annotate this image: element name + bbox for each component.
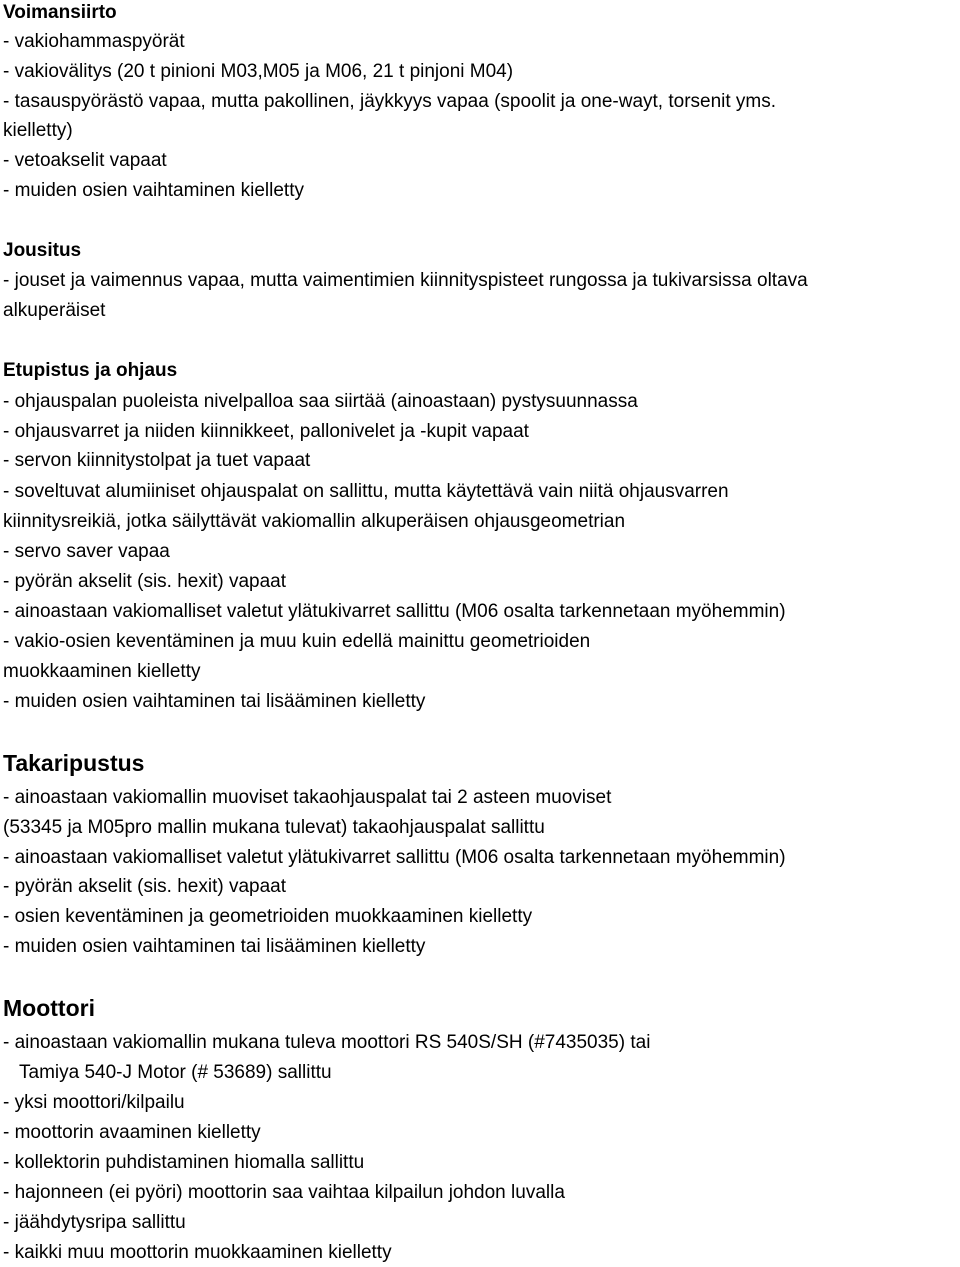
list-item: - yksi moottori/kilpailu	[3, 1092, 185, 1113]
list-item: - vakiohammaspyörät	[3, 31, 185, 52]
list-item-continuation: (53345 ja M05pro mallin mukana tulevat) takaohjauspalat sallittu	[3, 817, 545, 838]
list-item: - muiden osien vaihtaminen kielletty	[3, 180, 304, 201]
list-item: - muiden osien vaihtaminen tai lisääminen kielletty	[3, 936, 426, 957]
list-item: - ohjauspalan puoleista nivelpalloa saa siirtää (ainoastaan) pystysuunnassa	[3, 391, 638, 412]
list-item: - hajonneen (ei pyöri) moottorin saa vaihtaa kilpailun johdon luvalla	[3, 1182, 565, 1203]
list-item-continuation: alkuperäiset	[3, 300, 106, 321]
section-heading-moottori: Moottori	[3, 995, 95, 1021]
list-item: - ainoastaan vakiomallin muoviset takaohjauspalat tai 2 asteen muoviset	[3, 787, 612, 808]
list-item-continuation: kiinnitysreikiä, jotka säilyttävät vakiomallin alkuperäisen ohjausgeometrian	[3, 511, 626, 532]
list-item: - kollektorin puhdistaminen hiomalla sallittu	[3, 1152, 365, 1173]
list-item: - servo saver vapaa	[3, 541, 170, 562]
list-item: - servon kiinnitystolpat ja tuet vapaat	[3, 450, 311, 471]
list-item: - vakiovälitys (20 t pinioni M03,M05 ja M06, 21 t pinjoni M04)	[3, 61, 514, 82]
list-item: - ainoastaan vakiomallin mukana tuleva moottori RS 540S/SH (#7435035) tai	[3, 1032, 651, 1053]
section-heading-etupistus: Etupistus ja ohjaus	[3, 360, 178, 381]
section-heading-voimansiirto: Voimansiirto	[3, 2, 117, 23]
list-item: - pyörän akselit (sis. hexit) vapaat	[3, 571, 287, 592]
list-item: - ainoastaan vakiomalliset valetut ylätukivarret sallittu (M06 osalta tarkennetaan myöhemmin)	[3, 601, 786, 622]
list-item: - muiden osien vaihtaminen tai lisääminen kielletty	[3, 691, 426, 712]
list-item: - tasauspyörästö vapaa, mutta pakollinen, jäykkyys vapaa (spoolit ja one-wayt, torsenit yms.	[3, 91, 777, 112]
list-item-continuation: kielletty)	[3, 120, 73, 141]
list-item: - ainoastaan vakiomalliset valetut ylätukivarret sallittu (M06 osalta tarkennetaan myöhemmin)	[3, 847, 786, 868]
section-heading-takaripustus: Takaripustus	[3, 750, 145, 776]
list-item: - soveltuvat alumiiniset ohjauspalat on sallittu, mutta käytettävä vain niitä ohjausvarren	[3, 481, 729, 502]
list-item-continuation: muokkaaminen kielletty	[3, 661, 201, 682]
list-item: - jäähdytysripa sallittu	[3, 1212, 186, 1233]
list-item: - vetoakselit vapaat	[3, 150, 167, 171]
list-item: - moottorin avaaminen kielletty	[3, 1122, 261, 1143]
list-item: - kaikki muu moottorin muokkaaminen kielletty	[3, 1242, 392, 1263]
list-item: - pyörän akselit (sis. hexit) vapaat	[3, 876, 287, 897]
list-item: - vakio-osien keventäminen ja muu kuin edellä mainittu geometrioiden	[3, 631, 591, 652]
list-item: - jouset ja vaimennus vapaa, mutta vaimentimien kiinnityspisteet rungossa ja tukivarsissa oltava	[3, 270, 808, 291]
list-item-continuation: Tamiya 540-J Motor (# 53689) sallittu	[19, 1062, 332, 1083]
section-heading-jousitus: Jousitus	[3, 240, 82, 261]
list-item: - osien keventäminen ja geometrioiden muokkaaminen kielletty	[3, 906, 533, 927]
list-item: - ohjausvarret ja niiden kiinnikkeet, pallonivelet ja -kupit vapaat	[3, 421, 529, 442]
